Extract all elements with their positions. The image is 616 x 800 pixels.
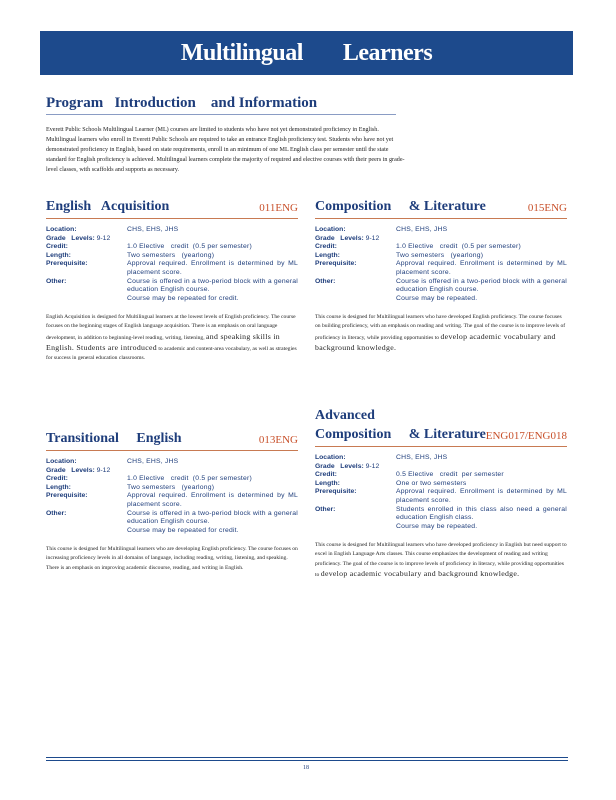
prerequisite-value: Approval required. Enrollment is determined by ML placement score. [396,488,567,504]
course-english-acquisition [46,198,298,363]
credit-value: 1.0 Elective credit (0.5 per semester) [127,475,252,483]
course-description [315,541,567,579]
banner-title-part2: Learners [342,40,433,66]
length-value: Two semesters (yearlong) [396,251,484,259]
prerequisite-label: Prerequisite: [46,492,88,500]
footer-divider-bottom [46,760,568,761]
location-value: CHS, EHS, JHS [396,226,448,233]
course-header [315,426,567,447]
course-name: Composition & Literature [315,427,486,442]
location-label: Location: [315,454,346,461]
location-label: Location: [46,226,77,233]
credit-value: 0.5 Elective credit per semester [396,471,504,479]
length-label: Length: [315,251,340,259]
intro-title: Program Introduction and Information [46,95,318,111]
description-emphasis: and speaking skills in English. Students are introduced [46,331,280,352]
description-text: This course is designed for Multilingual learners who are developing English proficiency. The course focuses on increasing proficiency levels in all domains of language, including reading, writing, listening, and speaking. There is an emphasis on improving academic discourse, reading, and writing in English. [46,546,298,571]
other-note-2: Course may be repeated. [396,522,478,530]
prerequisite-label: Prerequisite: [315,260,357,268]
course-code: ENG017/ENG018 [485,430,567,442]
intro-body: Everett Public Schools Multilingual Learner (ML) courses are limited to students who have not yet demonstrated proficiency in English. Multilingual learners who enroll in Everett Public Schools are required to take an entrance English proficiency test. Students who have not yet demonstrated proficiency in English, based on state requirements, enroll in an minimum of one ML English class per semester until the state standard for English proficiency is achieved. Multilingual learners complete the majority of required and elective courses with their peers in grade-level classes, with scaffolds and supports as necessary. [46,127,405,173]
grade-label: Grade Levels: [315,234,364,242]
course-code: 011ENG [259,202,298,214]
prerequisite-value: Approval required. Enrollment is determined by ML placement score. [127,260,298,276]
course-info [46,226,298,303]
course-header [46,430,298,451]
other-label: Other: [315,277,336,285]
course-name: Composition & Literature [315,199,486,214]
other-note-2: Course may be repeated for credit. [127,294,239,302]
course-info [315,454,567,531]
grade-label: Grade Levels: [46,466,95,474]
other-label: Other: [315,505,336,513]
grade-label: Grade Levels: [315,462,364,470]
other-value [127,510,298,536]
location-label: Location: [315,226,346,233]
grade-value: 9-12 [365,234,380,242]
course-advanced-composition [315,408,567,580]
grade-value: 9-12 [365,462,380,470]
location-label: Location: [46,458,77,465]
page-number: 18 [303,765,309,771]
grade-value: 9-12 [96,466,111,474]
prerequisite-value: Approval required. Enrollment is determined by ML placement score. [127,492,298,508]
grade-value: 9-12 [96,234,111,242]
length-label: Length: [46,483,71,491]
course-code: 013ENG [258,434,298,446]
banner-title [40,31,573,75]
course-code: 015ENG [527,202,567,214]
other-note-1: Course is offered in a two-period block with a general education English course. [127,509,298,526]
other-note-2: Course may be repeated for credit. [127,526,239,534]
prerequisite-label: Prerequisite: [46,260,88,268]
description-emphasis: develop academic vocabulary and background knowledge. [315,331,556,352]
other-value [127,278,298,304]
credit-label: Credit: [315,471,337,479]
description-emphasis: develop academic vocabulary and background knowledge. [320,568,520,578]
location-value: CHS, EHS, JHS [396,454,448,461]
other-label: Other: [46,509,67,517]
banner-title-part1: Multilingual [180,40,303,66]
prerequisite-value: Approval required. Enrollment is determined by ML placement score. [396,260,567,276]
location-value: CHS, EHS, JHS [127,458,179,465]
credit-label: Credit: [315,243,337,251]
description-text: This course is designed for Multilingual learners who have developed English proficiency. The course focuses on building proficiency, with an emphasis on reading and writing. The goal of the course is to improve levels of proficiency in literacy, while providing opportunities to [315,314,566,341]
intro-divider [46,114,396,115]
course-composition-literature [315,198,567,354]
description-text: This course is designed for Multilingual learners who have developed proficiency in English but need support to excel in English Language Arts classes. This course emphasizes the development of reading and writing proficiency. The goal of the course is to improve levels of proficiency in literacy, while providing opportunities to [315,542,567,578]
other-note-1: Course is offered in a two-period block with a general education English course. [127,277,298,294]
length-value: Two semesters (yearlong) [127,483,215,491]
page-banner [40,31,573,75]
credit-value: 1.0 Elective credit (0.5 per semester) [127,243,252,251]
length-value: Two semesters (yearlong) [127,251,215,259]
prerequisite-label: Prerequisite: [315,488,357,496]
course-description [46,545,298,572]
course-info [46,458,298,535]
course-description [46,313,298,362]
credit-label: Credit: [46,475,68,483]
course-pre-title: Advanced [315,408,375,423]
course-description [315,313,567,353]
other-value [396,278,567,304]
location-value: CHS, EHS, JHS [127,226,179,233]
length-label: Length: [46,251,71,259]
credit-label: Credit: [46,243,68,251]
course-header [46,198,298,219]
other-note-2: Course may be repeated. [396,294,478,302]
grade-label: Grade Levels: [46,234,95,242]
course-info [315,226,567,303]
other-note-1: Course is offered in a two-period block with a general education English course. [396,277,567,294]
other-label: Other: [46,277,67,285]
course-name: English Acquisition [46,199,170,214]
length-label: Length: [315,479,340,487]
length-value: One or two semesters [396,479,467,487]
description-text: English Acquisition is designed for Multilingual learners at the lowest levels of English proficiency. The course focuses on the beginning stages of English language acquisition. There is an emphasis on oral language development, in addition to beginning-level reading, writing, listening, [46,314,296,341]
course-header [315,198,567,219]
course-transitional-english [46,430,298,573]
other-note-1: Students enrolled in this class also need a general education English class. [396,505,567,522]
credit-value: 1.0 Elective credit (0.5 per semester) [396,243,521,251]
description-text-2: to academic and content-area vocabulary, as well as strategies for success in general education classrooms. [46,345,297,361]
footer-divider-top [46,757,568,758]
course-name: Transitional English [46,431,182,446]
other-value [396,506,567,532]
